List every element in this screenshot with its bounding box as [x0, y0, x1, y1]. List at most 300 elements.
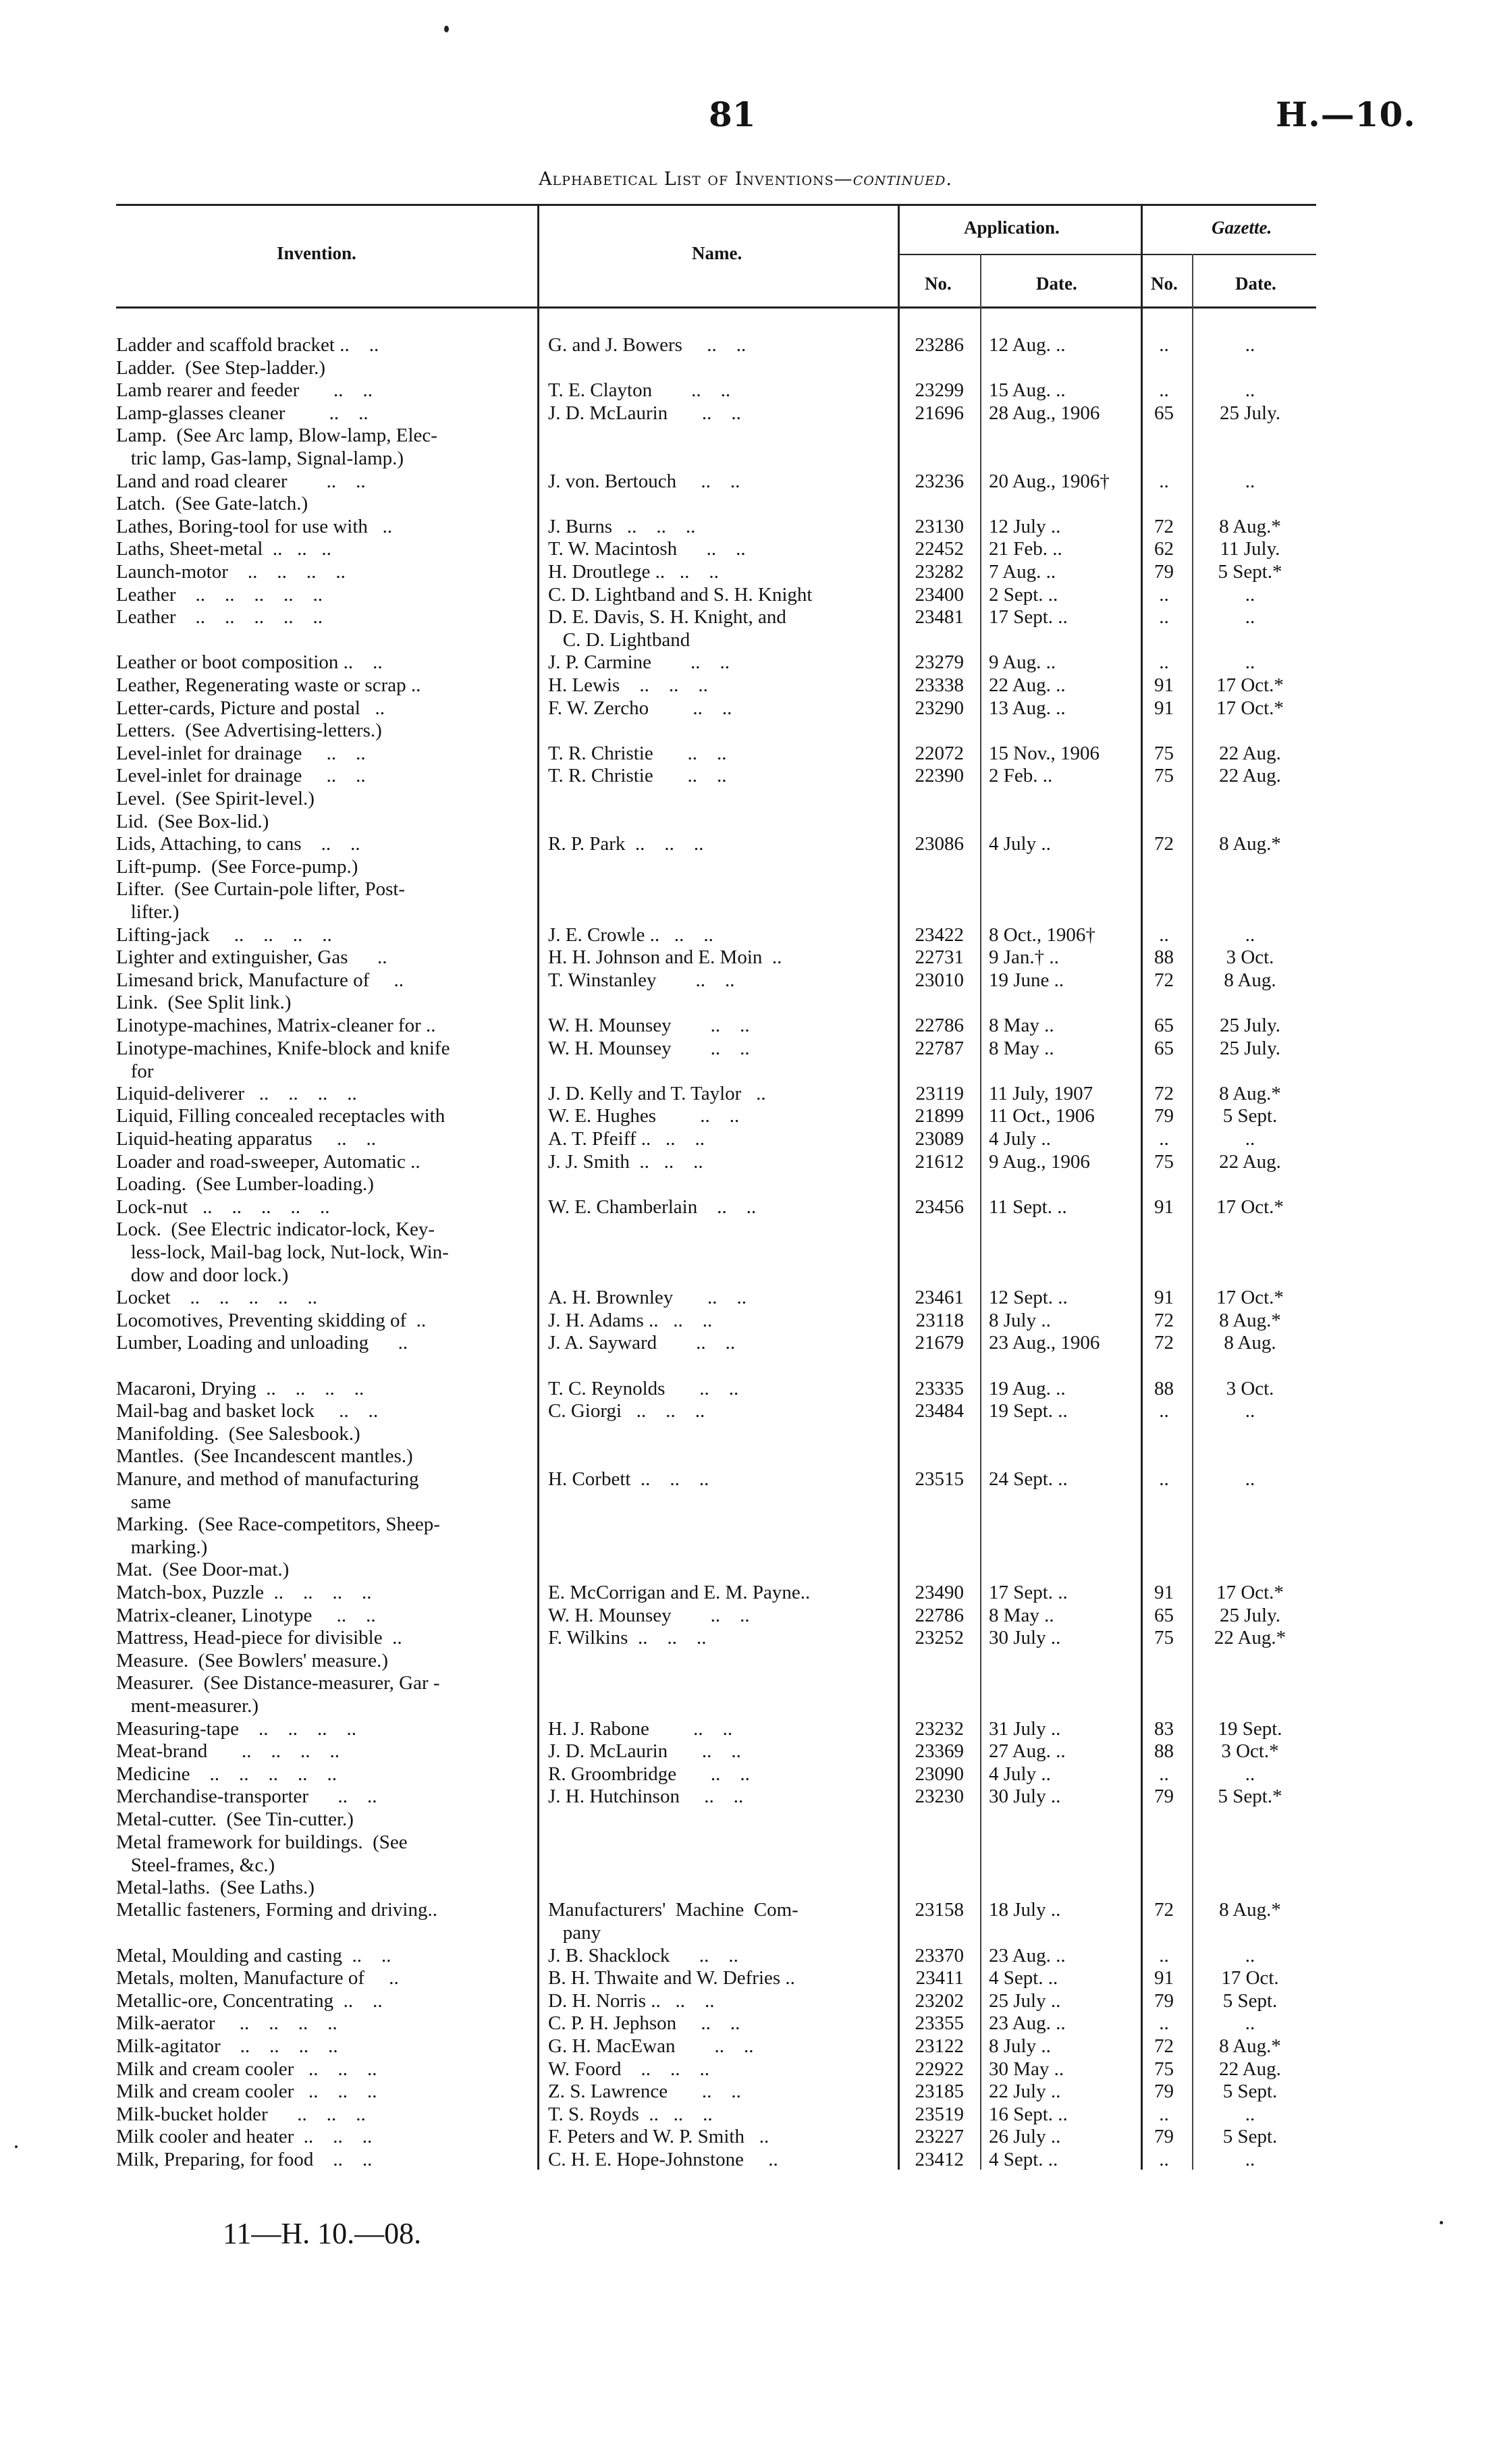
invention-cell: Manifolding. (See Salesbook.) — [116, 1422, 360, 1445]
invention-cell: Measure. (See Bowlers' measure.) — [116, 1649, 389, 1671]
header-name: Name. — [692, 243, 742, 263]
gazette-number-cell: .. — [1159, 2103, 1169, 2125]
gazette-date-cell: .. — [1245, 923, 1255, 946]
gazette-number-cell: 91 — [1154, 697, 1174, 719]
application-number-cell: 22452 — [915, 538, 964, 560]
gazette-date-cell: .. — [1245, 470, 1255, 492]
gazette-date-cell: 5 Sept. — [1222, 2126, 1278, 2148]
invention-cell: Liquid-deliverer .. .. .. .. — [116, 1082, 357, 1104]
invention-cell: Lids, Attaching, to cans .. .. — [116, 833, 360, 855]
invention-cell: Land and road clearer .. .. — [116, 470, 366, 492]
gazette-number-cell: .. — [1159, 2149, 1169, 2170]
invention-cell: Lifter. (See Curtain-pole lifter, Post- lifter.) — [116, 878, 406, 923]
name-cell: T. R. Christie .. .. — [548, 742, 727, 764]
application-date-cell: 20 Aug., 1906† — [989, 470, 1110, 492]
gazette-date-cell: 17 Oct.* — [1216, 1582, 1284, 1603]
name-cell: Z. S. Lawrence .. .. — [548, 2081, 741, 2103]
invention-cell: Leather, Regenerating waste or scrap .. — [116, 674, 421, 696]
invention-cell: Leather or boot composition .. .. — [116, 651, 383, 674]
name-cell: D. H. Norris .. .. .. — [548, 1989, 715, 2012]
application-date-cell: 21 Feb. .. — [989, 538, 1062, 560]
name-cell: F. Wilkins .. .. .. — [548, 1627, 707, 1649]
application-number-cell: 23089 — [915, 1128, 964, 1150]
application-date-cell: 9 Jan.† .. — [989, 946, 1059, 969]
invention-cell: Loading. (See Lumber-loading.) — [116, 1173, 374, 1196]
gazette-number-cell: 65 — [1154, 1015, 1174, 1036]
invention-cell: Lock. (See Electric indicator-lock, Key- less-lock, Mail-bag lock, Nut-lock, Win- dow and door lock.) — [116, 1218, 449, 1287]
gazette-date-cell: .. — [1245, 606, 1255, 628]
invention-cell: Milk-aerator .. .. .. .. — [116, 2012, 337, 2035]
invention-cell: Measurer. (See Distance-measurer, Gar - ment-measurer.) — [116, 1672, 440, 1717]
invention-cell: Metal framework for buildings. (See Steel-frames, &c.) — [116, 1831, 408, 1876]
name-cell: C. Giorgi .. .. .. — [548, 1400, 705, 1422]
application-number-cell: 23010 — [915, 969, 964, 991]
name-cell: J. von. Bertouch .. .. — [548, 470, 740, 492]
gazette-number-cell: 91 — [1154, 1582, 1174, 1603]
application-date-cell: 4 July .. — [989, 1128, 1051, 1150]
invention-cell: Match-box, Puzzle .. .. .. .. — [116, 1582, 372, 1603]
name-cell: J. D. Kelly and T. Taylor .. — [548, 1082, 766, 1104]
application-number-cell: 21612 — [915, 1150, 964, 1173]
application-number-cell: 23515 — [915, 1468, 964, 1490]
gazette-number-cell: 65 — [1154, 402, 1174, 424]
gazette-date-cell: .. — [1245, 2149, 1255, 2170]
invention-cell: Linotype-machines, Matrix-cleaner for .. — [116, 1015, 436, 1036]
header-gaz-no: No. — [1151, 273, 1178, 294]
name-cell: H. H. Johnson and E. Moin .. — [548, 946, 782, 969]
gazette-date-cell: .. — [1245, 1468, 1255, 1490]
name-cell: J. P. Carmine .. .. — [548, 651, 730, 674]
application-date-cell: 15 Nov., 1906 — [989, 742, 1100, 764]
application-number-cell: 23400 — [915, 583, 964, 606]
application-number-cell: 23282 — [915, 561, 964, 583]
invention-cell: Milk and cream cooler .. .. .. — [116, 2058, 377, 2080]
application-date-cell: 19 June .. — [989, 969, 1064, 991]
application-number-cell: 23130 — [915, 515, 964, 537]
gazette-date-cell: 8 Aug.* — [1219, 2035, 1281, 2057]
gazette-date-cell: 19 Sept. — [1218, 1717, 1282, 1740]
gazette-date-cell: 22 Aug. — [1219, 2058, 1281, 2080]
gazette-date-cell: 25 July. — [1220, 1015, 1280, 1036]
application-date-cell: 27 Aug. .. — [989, 1740, 1066, 1763]
invention-cell: Lathes, Boring-tool for use with .. — [116, 515, 393, 537]
invention-cell: Matrix-cleaner, Linotype .. .. — [116, 1604, 376, 1626]
gazette-number-cell: .. — [1159, 1763, 1169, 1785]
invention-cell: Milk, Preparing, for food .. .. — [116, 2149, 373, 2170]
gazette-date-cell: .. — [1245, 1944, 1255, 1966]
gazette-date-cell: 5 Sept. — [1222, 2081, 1278, 2103]
name-cell: W. Foord .. .. .. — [548, 2058, 709, 2080]
gazette-number-cell: 72 — [1154, 1332, 1174, 1354]
list-title — [0, 169, 1491, 190]
gazette-number-cell: .. — [1159, 334, 1169, 356]
name-cell: A. T. Pfeiff .. .. .. — [548, 1128, 705, 1150]
gazette-number-cell: 79 — [1154, 2126, 1174, 2148]
invention-cell: Locomotives, Preventing skidding of .. — [116, 1309, 427, 1331]
invention-cell: Liquid-heating apparatus .. .. — [116, 1128, 376, 1150]
column-divider-name — [537, 204, 539, 2170]
name-cell: R. Groombridge .. .. — [548, 1763, 750, 1785]
application-number-cell: 23412 — [915, 2149, 964, 2170]
name-cell: J. D. McLaurin .. .. — [548, 1740, 741, 1763]
application-number-cell: 23369 — [915, 1740, 964, 1763]
top-ink-mark — [444, 26, 449, 32]
application-number-cell: 23461 — [915, 1287, 964, 1309]
application-date-cell: 8 Oct., 1906† — [989, 923, 1095, 946]
application-date-cell: 12 Aug. .. — [989, 334, 1066, 356]
name-cell: H. Lewis .. .. .. — [548, 674, 708, 696]
application-number-cell: 23299 — [915, 379, 964, 402]
application-number-cell: 23279 — [915, 651, 964, 674]
gazette-date-cell: 8 Aug.* — [1219, 833, 1281, 855]
gazette-date-cell: 17 Oct.* — [1216, 697, 1284, 719]
name-cell: T. Winstanley .. .. — [548, 969, 735, 991]
application-number-cell: 23185 — [915, 2081, 964, 2103]
application-date-cell: 4 July .. — [989, 1763, 1051, 1785]
name-cell: C. P. H. Jephson .. .. — [548, 2012, 740, 2035]
invention-cell: Lamp-glasses cleaner .. .. — [116, 402, 369, 424]
application-date-cell: 28 Aug., 1906 — [989, 402, 1100, 424]
header-gazette: Gazette. — [1212, 217, 1272, 238]
invention-cell: Mat. (See Door-mat.) — [116, 1559, 290, 1581]
application-date-cell: 22 July .. — [989, 2081, 1061, 2103]
application-number-cell: 23484 — [915, 1400, 964, 1422]
column-divider-application — [898, 204, 900, 2170]
application-number-cell: 23230 — [915, 1786, 964, 1808]
gazette-number-cell: .. — [1159, 1128, 1169, 1150]
gazette-number-cell: .. — [1159, 379, 1169, 402]
name-cell: B. H. Thwaite and W. Defries .. — [548, 1967, 795, 1989]
application-date-cell: 17 Sept. .. — [989, 1582, 1068, 1603]
application-number-cell: 21696 — [915, 402, 964, 424]
name-cell: Manufacturers' Machine Com- pany — [548, 1899, 798, 1944]
application-date-cell: 16 Sept. .. — [989, 2103, 1068, 2125]
gazette-number-cell: 79 — [1154, 2081, 1174, 2103]
application-number-cell: 23202 — [915, 1989, 964, 2012]
gazette-number-cell: 91 — [1154, 1967, 1174, 1989]
application-date-cell: 23 Aug. .. — [989, 1944, 1066, 1966]
invention-cell: Metal, Moulding and casting .. .. — [116, 1944, 391, 1966]
application-number-cell: 22072 — [915, 742, 964, 764]
name-cell: H. Corbett .. .. .. — [548, 1468, 709, 1490]
invention-cell: Lift-pump. (See Force-pump.) — [116, 855, 358, 878]
gazette-number-cell: .. — [1159, 606, 1169, 628]
name-cell: W. E. Hughes .. .. — [548, 1105, 740, 1127]
name-cell: W. H. Mounsey .. .. — [548, 1037, 750, 1059]
gazette-number-cell: 72 — [1154, 1082, 1174, 1104]
header-app-date: Date. — [1036, 273, 1077, 294]
name-cell: C. H. E. Hope-Johnstone .. — [548, 2149, 778, 2170]
gazette-number-cell: 72 — [1154, 1899, 1174, 1921]
application-date-cell: 26 July .. — [989, 2126, 1061, 2148]
gazette-number-cell: .. — [1159, 923, 1169, 946]
invention-cell: Metallic-ore, Concentrating .. .. — [116, 1989, 383, 2012]
gazette-number-cell: 72 — [1154, 969, 1174, 991]
name-cell: J. E. Crowle .. .. .. — [548, 923, 713, 946]
name-cell: T. S. Royds .. .. .. — [548, 2103, 713, 2125]
name-cell: F. Peters and W. P. Smith .. — [548, 2126, 769, 2148]
name-cell: E. McCorrigan and E. M. Payne.. — [548, 1582, 811, 1603]
gazette-number-cell: .. — [1159, 470, 1169, 492]
application-number-cell: 23411 — [915, 1967, 964, 1989]
invention-cell: Ladder and scaffold bracket .. .. — [116, 334, 379, 356]
application-number-cell: 23252 — [915, 1627, 964, 1649]
application-date-cell: 30 July .. — [989, 1627, 1061, 1649]
gazette-number-cell: .. — [1159, 2012, 1169, 2035]
gazette-number-cell: 88 — [1154, 946, 1174, 969]
name-cell: G. H. MacEwan .. .. — [548, 2035, 754, 2057]
application-date-cell: 4 Sept. .. — [989, 1967, 1058, 1989]
gazette-number-cell: 83 — [1154, 1717, 1174, 1740]
invention-cell: Linotype-machines, Knife-block and knife for — [116, 1037, 450, 1082]
gazette-number-cell: 75 — [1154, 742, 1174, 764]
name-cell: G. and J. Bowers .. .. — [548, 334, 747, 356]
gazette-date-cell: 5 Sept.* — [1218, 1786, 1282, 1808]
application-number-cell: 23422 — [915, 923, 964, 946]
gazette-number-cell: .. — [1159, 583, 1169, 606]
invention-cell: Meat-brand .. .. .. .. — [116, 1740, 340, 1763]
gazette-number-cell: 62 — [1154, 538, 1174, 560]
invention-cell: Launch-motor .. .. .. .. — [116, 561, 346, 583]
application-number-cell: 23481 — [915, 606, 964, 628]
name-cell: W. H. Mounsey .. .. — [548, 1604, 750, 1626]
gazette-date-cell: 8 Aug.* — [1219, 1309, 1281, 1331]
list-title-continued: continued. — [852, 169, 952, 190]
application-number-cell: 23490 — [915, 1582, 964, 1603]
application-number-cell: 22390 — [915, 765, 964, 787]
printer-signature: 11—H. 10.—08. — [223, 2217, 422, 2250]
application-number-cell: 23119 — [915, 1082, 964, 1104]
application-date-cell: 15 Aug. .. — [989, 379, 1066, 402]
application-number-cell: 23090 — [915, 1763, 964, 1785]
name-cell: H. Droutlege .. .. .. — [548, 561, 719, 583]
application-date-cell: 12 July .. — [989, 515, 1061, 537]
name-cell: J. H. Adams .. .. .. — [548, 1309, 713, 1331]
invention-cell: Leather .. .. .. .. .. — [116, 583, 323, 606]
gazette-number-cell: 65 — [1154, 1604, 1174, 1626]
gazette-date-cell: .. — [1245, 1400, 1255, 1422]
name-cell: J. J. Smith .. .. .. — [548, 1150, 703, 1173]
gazette-number-cell: .. — [1159, 1468, 1169, 1490]
application-date-cell: 11 Sept. .. — [989, 1196, 1067, 1218]
application-number-cell: 23338 — [915, 674, 964, 696]
application-number-cell: 22786 — [915, 1015, 964, 1036]
gazette-date-cell: .. — [1245, 2103, 1255, 2125]
application-date-cell: 22 Aug. .. — [989, 674, 1066, 696]
application-date-cell: 31 July .. — [989, 1717, 1061, 1740]
header-gaz-date: Date. — [1235, 273, 1276, 294]
gazette-number-cell: 72 — [1154, 515, 1174, 537]
gazette-date-cell: .. — [1245, 1128, 1255, 1150]
name-cell: W. E. Chamberlain .. .. — [548, 1196, 757, 1218]
left-ink-mark — [15, 2145, 18, 2148]
gazette-number-cell: .. — [1159, 1400, 1169, 1422]
gazette-date-cell: 8 Aug.* — [1219, 1082, 1281, 1104]
application-number-cell: 23335 — [915, 1377, 964, 1399]
application-date-cell: 13 Aug. .. — [989, 697, 1066, 719]
application-date-cell: 23 Aug. .. — [989, 2012, 1066, 2035]
gazette-date-cell: 5 Sept. — [1222, 1105, 1278, 1127]
gazette-number-cell: 91 — [1154, 1287, 1174, 1309]
invention-cell: Leather .. .. .. .. .. — [116, 606, 323, 628]
invention-cell: Ladder. (See Step-ladder.) — [116, 356, 326, 379]
invention-cell: Lid. (See Box-lid.) — [116, 810, 269, 832]
application-date-cell: 8 May .. — [989, 1604, 1054, 1626]
invention-cell: Macaroni, Drying .. .. .. .. — [116, 1377, 364, 1399]
application-number-cell: 23286 — [915, 334, 964, 356]
gazette-number-cell: 65 — [1154, 1037, 1174, 1059]
gazette-date-cell: 22 Aug. — [1219, 765, 1281, 787]
gazette-date-cell: 11 July. — [1220, 538, 1280, 560]
gazette-number-cell: 75 — [1154, 765, 1174, 787]
gazette-number-cell: .. — [1159, 1944, 1169, 1966]
invention-cell: Laths, Sheet-metal .. .. .. — [116, 538, 331, 560]
invention-cell: Level-inlet for drainage .. .. — [116, 742, 366, 764]
application-date-cell: 2 Feb. .. — [989, 765, 1053, 787]
application-number-cell: 23118 — [915, 1309, 964, 1331]
gazette-number-cell: 91 — [1154, 1196, 1174, 1218]
invention-cell: Measuring-tape .. .. .. .. — [116, 1717, 356, 1740]
gazette-date-cell: 22 Aug. — [1219, 742, 1281, 764]
gazette-date-cell: 5 Sept.* — [1218, 561, 1282, 583]
application-date-cell: 8 May .. — [989, 1015, 1054, 1036]
invention-cell: Milk-bucket holder .. .. .. — [116, 2103, 366, 2125]
invention-cell: Liquid, Filling concealed receptacles with — [116, 1105, 445, 1127]
invention-cell: Letters. (See Advertising-letters.) — [116, 720, 382, 742]
application-date-cell: 12 Sept. .. — [989, 1287, 1068, 1309]
gazette-number-cell: 75 — [1154, 1150, 1174, 1173]
gazette-date-cell: .. — [1245, 334, 1255, 356]
gazette-number-cell: 75 — [1154, 2058, 1174, 2080]
application-number-cell: 22786 — [915, 1604, 964, 1626]
invention-cell: Mantles. (See Incandescent mantles.) — [116, 1445, 413, 1468]
application-number-cell: 23227 — [915, 2126, 964, 2148]
list-title-text: Alphabetical List of Inventions— — [539, 169, 853, 190]
gazette-date-cell: .. — [1245, 1763, 1255, 1785]
name-cell: T. E. Clayton .. .. — [548, 379, 731, 402]
application-number-cell: 23519 — [915, 2103, 964, 2125]
invention-cell: Metal-laths. (See Laths.) — [116, 1876, 315, 1898]
application-number-cell: 23370 — [915, 1944, 964, 1966]
gazette-date-cell: .. — [1245, 2012, 1255, 2035]
gazette-number-cell: 79 — [1154, 1786, 1174, 1808]
application-number-cell: 23355 — [915, 2012, 964, 2035]
name-cell: J. Burns .. .. .. — [548, 515, 696, 537]
application-number-cell: 22922 — [915, 2058, 964, 2080]
gazette-date-cell: 8 Aug. — [1224, 969, 1276, 991]
gazette-date-cell: 17 Oct. — [1221, 1967, 1279, 1989]
gazette-number-cell: .. — [1159, 651, 1169, 674]
gazette-date-cell: 5 Sept. — [1222, 1989, 1278, 2012]
application-date-cell: 11 Oct., 1906 — [989, 1105, 1095, 1127]
name-cell: J. H. Hutchinson .. .. — [548, 1786, 744, 1808]
invention-cell: Level. (See Spirit-level.) — [116, 788, 315, 809]
gazette-date-cell: 25 July. — [1220, 402, 1280, 424]
gazette-date-cell: 17 Oct.* — [1216, 674, 1284, 696]
invention-cell: Loader and road-sweeper, Automatic .. — [116, 1150, 421, 1173]
invention-cell: Lock-nut .. .. .. .. .. — [116, 1196, 330, 1218]
application-number-cell: 21679 — [915, 1332, 964, 1354]
invention-cell: Merchandise-transporter .. .. — [116, 1786, 377, 1808]
invention-cell: Lighter and extinguisher, Gas .. — [116, 946, 387, 969]
application-date-cell: 2 Sept. .. — [989, 583, 1058, 606]
application-date-cell: 17 Sept. .. — [989, 606, 1068, 628]
application-number-cell: 23158 — [915, 1899, 964, 1921]
gazette-number-cell: 88 — [1154, 1377, 1174, 1399]
application-date-cell: 30 July .. — [989, 1786, 1061, 1808]
invention-cell: Limesand brick, Manufacture of .. — [116, 969, 404, 991]
gazette-number-cell: 72 — [1154, 1309, 1174, 1331]
application-date-cell: 8 July .. — [989, 2035, 1051, 2057]
name-cell: J. B. Shacklock .. .. — [548, 1944, 738, 1966]
invention-cell: Lamb rearer and feeder .. .. — [116, 379, 373, 402]
name-cell: J. A. Sayward .. .. — [548, 1332, 736, 1354]
name-cell: T. W. Macintosh .. .. — [548, 538, 746, 560]
invention-cell: Medicine .. .. .. .. .. — [116, 1763, 337, 1785]
gazette-date-cell: 8 Aug.* — [1219, 1899, 1281, 1921]
invention-cell: Level-inlet for drainage .. .. — [116, 765, 366, 787]
gazette-date-cell: 25 July. — [1220, 1037, 1280, 1059]
gazette-date-cell: 3 Oct. — [1226, 1377, 1274, 1399]
name-cell: R. P. Park .. .. .. — [548, 833, 704, 855]
invention-cell: Manure, and method of manufacturing same — [116, 1468, 419, 1513]
application-date-cell: 19 Sept. .. — [989, 1400, 1068, 1422]
name-cell: F. W. Zercho .. .. — [548, 697, 732, 719]
name-cell: W. H. Mounsey .. .. — [548, 1015, 750, 1036]
gazette-date-cell: 17 Oct.* — [1216, 1196, 1284, 1218]
name-cell: C. D. Lightband and S. H. Knight — [548, 583, 813, 606]
gazette-number-cell: 72 — [1154, 2035, 1174, 2057]
gazette-date-cell: 17 Oct.* — [1216, 1287, 1284, 1309]
application-date-cell: 30 May .. — [989, 2058, 1064, 2080]
table-top-rule — [116, 204, 1316, 206]
application-number-cell: 23086 — [915, 833, 964, 855]
name-cell: T. C. Reynolds .. .. — [548, 1377, 739, 1399]
gazette-date-cell: .. — [1245, 651, 1255, 674]
bottom-ink-mark — [1440, 2221, 1443, 2224]
application-number-cell: 23456 — [915, 1196, 964, 1218]
application-number-cell: 23290 — [915, 697, 964, 719]
application-number-cell: 23232 — [915, 1717, 964, 1740]
gazette-number-cell: 75 — [1154, 1627, 1174, 1649]
header-bottom-rule — [116, 306, 1316, 309]
application-number-cell: 23236 — [915, 470, 964, 492]
application-date-cell: 7 Aug. .. — [989, 561, 1056, 583]
application-group-rule — [898, 254, 1316, 255]
name-cell: J. D. McLaurin .. .. — [548, 402, 741, 424]
header-app-no: No. — [925, 273, 952, 294]
gazette-date-cell: 25 July. — [1220, 1604, 1280, 1626]
gazette-date-cell: 8 Aug. — [1224, 1332, 1276, 1354]
invention-cell: Milk-agitator .. .. .. .. — [116, 2035, 338, 2057]
gazette-number-cell: 88 — [1154, 1740, 1174, 1763]
invention-cell: Letter-cards, Picture and postal .. — [116, 697, 385, 719]
application-date-cell: 4 Sept. .. — [989, 2149, 1058, 2170]
gazette-date-cell: 22 Aug. — [1219, 1150, 1281, 1173]
invention-cell: Lamp. (See Arc lamp, Blow-lamp, Elec- tric lamp, Gas-lamp, Signal-lamp.) — [116, 425, 437, 470]
gazette-date-cell: 8 Aug.* — [1219, 515, 1281, 537]
gazette-date-cell: 3 Oct. — [1226, 946, 1274, 969]
gazette-number-cell: 79 — [1154, 561, 1174, 583]
application-date-cell: 23 Aug., 1906 — [989, 1332, 1100, 1354]
invention-cell: Link. (See Split link.) — [116, 992, 292, 1014]
invention-cell: Locket .. .. .. .. .. — [116, 1287, 318, 1309]
application-date-cell: 11 July, 1907 — [989, 1082, 1093, 1104]
invention-cell: Metallic fasteners, Forming and driving.. — [116, 1899, 437, 1921]
gazette-number-cell: 79 — [1154, 1989, 1174, 2012]
gazette-date-cell: .. — [1245, 379, 1255, 402]
application-number-cell: 22731 — [915, 946, 964, 969]
